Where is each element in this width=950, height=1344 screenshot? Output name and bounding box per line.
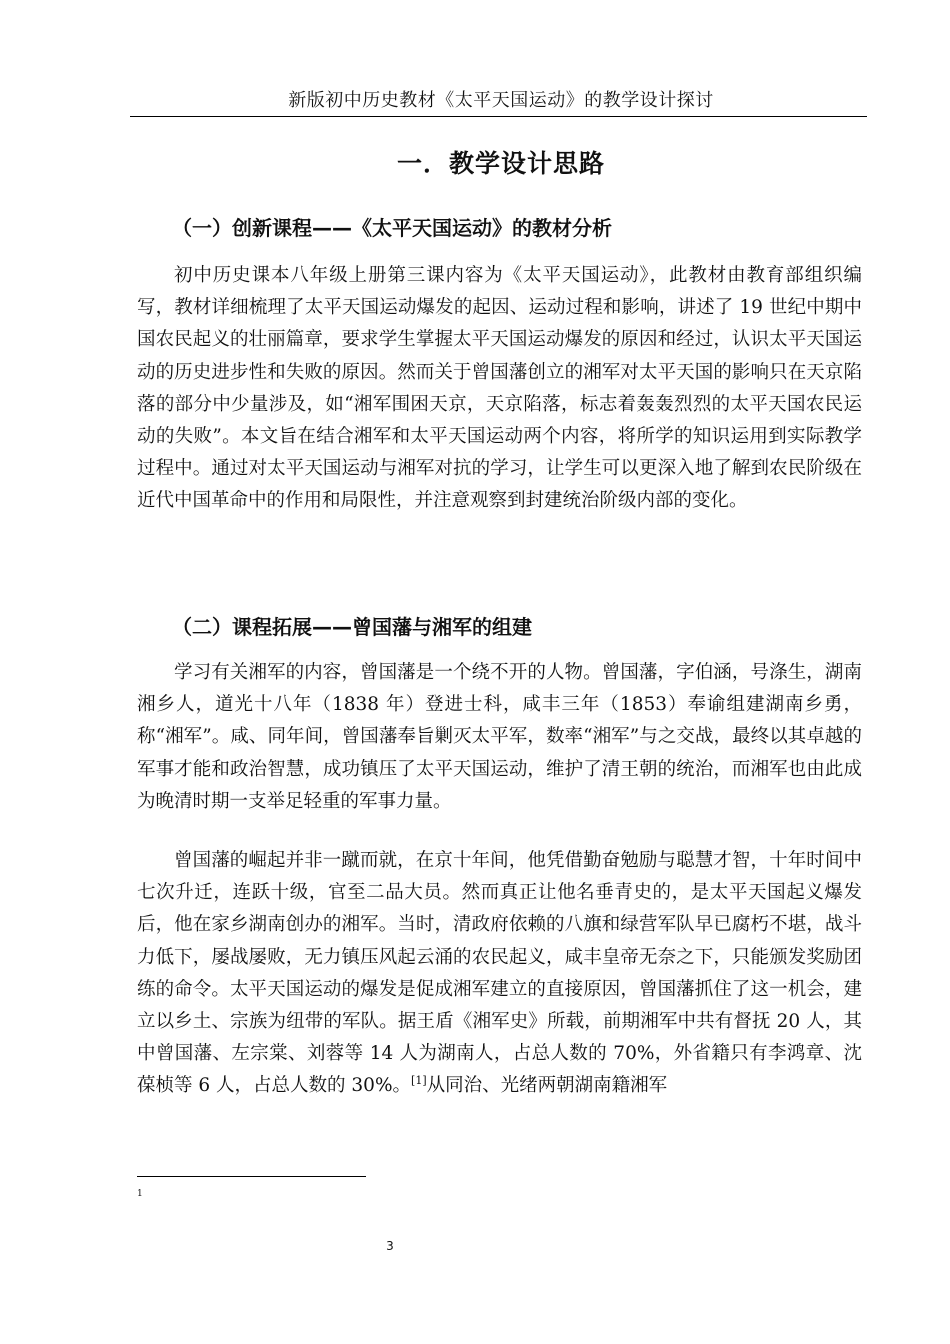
header-rule xyxy=(130,116,867,117)
footnote-marker: 1 xyxy=(137,1189,143,1199)
page-number: 3 xyxy=(386,1239,394,1253)
running-header: 新版初中历史教材《太平天国运动》的教学设计探讨 xyxy=(288,90,714,111)
paragraph-zeng-guofan-intro: 学习有关湘军的内容，曾国藩是一个绕不开的人物。曾国藩，字伯涵，号涤生，湖南湘乡人，道光十八年（1838 年）登进士科，咸丰三年（1853）奉谕组建湖南乡勇，称“湘军”。咸、同年间，曾国藩奉旨剿灭太平军，数率“湘军”与之交战，最终以其卓越的军事才能和政治智慧，成功镇压了太平天国运动，维护了清王朝的统治，而湘军也由此成为晚清时期一支举足轻重的军事力量。 xyxy=(137,662,862,812)
paragraph-continuation: 从同治、光绪两朝湖南籍湘军 xyxy=(426,1075,668,1097)
paragraph-text: 曾国藩的崛起并非一蹴而就，在京十年间，他凭借勤奋勉励与聪慧才智，十年时间中七次升迁，连跃十级，官至二品大员。然而真正让他名垂青史的，是太平天国起义爆发后，他在家乡湖南创办的湘军。当时，清政府依赖的八旗和绿营军队早已腐朽不堪，战斗力低下，屡战屡败，无力镇压风起云涌的农民起义，咸丰皇帝无奈之下，只能颁发奖励团练的命令。太平天国运动的爆发是促成湘军建立的直接原因，曾国藩抓住了这一机会，建立以乡土、宗族为纽带的军队。据王盾《湘军史》所载，前期湘军中共有督抚 20 人，其中曾国藩、左宗棠、刘蓉等 14 人为湖南人，占总人数的 70%，外省籍只有李鸿章、沈葆桢等 6 人，占总人数的 30%。 xyxy=(137,850,862,1097)
citation-marker[interactable]: [1] xyxy=(411,1074,427,1088)
section-title: 一．教学设计思路 xyxy=(396,149,605,178)
subsection-title-2: （二）课程拓展——曾国藩与湘军的组建 xyxy=(172,615,532,639)
paragraph-xiang-army-founding xyxy=(137,845,862,1103)
subsection-title-1: （一）创新课程——《太平天国运动》的教材分析 xyxy=(172,216,612,240)
footnote-rule xyxy=(137,1176,366,1177)
paragraph-textbook-analysis: 初中历史课本八年级上册第三课内容为《太平天国运动》，此教材由教育部组织编写，教材详细梳理了太平天国运动爆发的起因、运动过程和影响，讲述了 19 世纪中期中国农民起义的壮丽篇章，要求学生掌握太平天国运动爆发的原因和经过，认识太平天国运动的历史进步性和失败的原因。然而关于曾国藩创立的湘军对太平天国的影响只在天京陷落的部分中少量涉及，如“湘军围困天京，天京陷落，标志着轰轰烈烈的太平天国农民运动的失败”。本文旨在结合湘军和太平天国运动两个内容，将所学的知识运用到实际教学过程中。通过对太平天国运动与湘军对抗的学习，让学生可以更深入地了解到农民阶级在近代中国革命中的作用和局限性，并注意观察到封建统治阶级内部的变化。 xyxy=(137,265,862,512)
